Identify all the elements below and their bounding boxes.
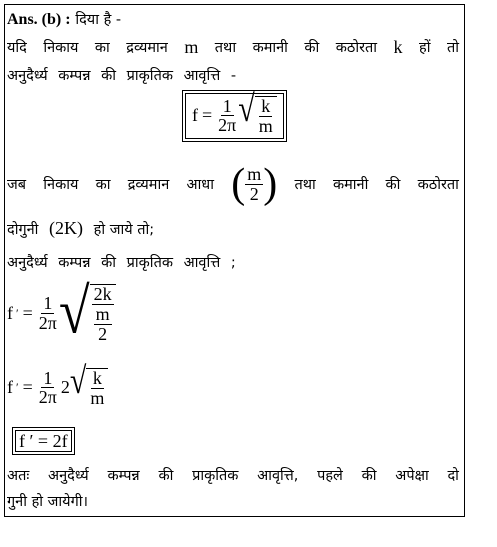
stiffness-symbol: k <box>393 37 403 57</box>
word: आधा <box>186 177 214 193</box>
formula-frequency <box>185 88 284 139</box>
radical-sign-icon: √ <box>69 360 87 402</box>
word: हों <box>419 40 431 56</box>
given-statement-line <box>7 37 459 58</box>
word: द्रव्यमान <box>127 177 170 193</box>
double-stiffness-value: (2K) <box>49 218 84 238</box>
word: की <box>304 40 320 56</box>
fraction-denominator: 2 <box>249 183 259 204</box>
formula-result <box>15 431 72 452</box>
equals-sign: = <box>202 105 213 126</box>
word: अतः <box>7 468 30 484</box>
radical-sign-icon: √ <box>238 88 255 130</box>
word: की <box>158 468 174 484</box>
square-root <box>69 360 108 408</box>
equals-sign: = <box>22 377 33 398</box>
word: प्राकृतिक <box>192 468 239 484</box>
fraction-numerator: 1 <box>43 367 53 388</box>
fraction <box>257 97 275 136</box>
answer-heading <box>7 9 121 29</box>
conclusion-line-2: गुनी हो जायेगी। <box>7 494 88 510</box>
word: अनुदैर्ध्य <box>48 468 89 484</box>
word: तथा <box>214 40 237 56</box>
fraction-denominator: 2π <box>38 387 57 408</box>
fraction-denominator: m <box>90 387 105 408</box>
result-box: f ′ = 2f <box>15 430 72 452</box>
formula-new-frequency-simplified: f ′ = $\frac{1}{2\pi}$ 2 √ $\frac{k}{m}$ <box>7 368 108 408</box>
word: निकाय <box>43 177 79 193</box>
word: यदि <box>7 40 27 56</box>
half-mass-fraction: ( $\frac{m}{2}$ ) <box>231 161 278 207</box>
fraction <box>216 97 238 136</box>
word: कठोरता <box>417 177 459 193</box>
word: की <box>361 468 377 484</box>
radical-sign-icon: √ <box>58 276 90 348</box>
formula-box <box>185 88 284 139</box>
word: आवृत्ति, <box>257 468 299 484</box>
answer-given-text: दिया है - <box>75 12 122 28</box>
double-stiffness-line: दोगुनी (2K) हो जाये तो; <box>7 218 155 238</box>
formula-lhs: f <box>7 303 13 324</box>
word: कम्पन्न <box>107 468 140 484</box>
fraction-denominator: 2 <box>98 323 108 344</box>
fraction-numerator: m <box>95 303 110 324</box>
fraction-numerator: k <box>92 368 102 388</box>
formula-new-frequency: f ′ = $\frac{1}{2\pi}$ √ $\frac{2k}{\frac{m}{2}}$ <box>7 284 116 344</box>
fraction-denominator: m <box>258 115 273 136</box>
square-root <box>238 88 276 136</box>
word: द्रव्यमान <box>126 40 168 56</box>
equals-sign: = <box>22 303 33 324</box>
natural-frequency-label: अनुदैर्ध्य कम्पन्न की प्राकृतिक आवृत्ति - <box>7 68 237 84</box>
fraction-numerator: m <box>247 163 262 184</box>
fraction-numerator: 1 <box>43 293 53 314</box>
fraction-numerator: 2k <box>93 284 112 304</box>
word: जब <box>7 177 27 193</box>
fraction-numerator: 1 <box>222 95 232 116</box>
formula-lhs: f <box>192 105 198 126</box>
mass-symbol: m <box>184 37 199 57</box>
fraction-denominator: 2π <box>38 313 57 334</box>
word: पहले <box>317 468 343 484</box>
word: कमानी <box>252 40 288 56</box>
coefficient: 2 <box>60 377 70 398</box>
conclusion-line <box>7 465 459 485</box>
word: तो <box>446 40 459 56</box>
word: की <box>385 177 401 193</box>
word: का <box>95 177 111 193</box>
answer-label: Ans. (b) : <box>7 11 71 28</box>
word: अपेक्षा <box>395 468 429 484</box>
half-mass-line <box>7 163 459 205</box>
fraction-numerator: k <box>261 96 271 116</box>
word: कठोरता <box>335 40 378 56</box>
natural-frequency-label-2: अनुदैर्ध्य कम्पन्न की प्राकृतिक आवृत्ति ; <box>7 255 236 271</box>
fraction-denominator: 2π <box>218 115 237 136</box>
word: का <box>94 40 110 56</box>
word: दो <box>447 468 459 484</box>
word: निकाय <box>43 40 79 56</box>
formula-lhs: f <box>7 377 13 398</box>
word: कमानी <box>332 177 369 193</box>
word: तथा <box>294 177 316 193</box>
